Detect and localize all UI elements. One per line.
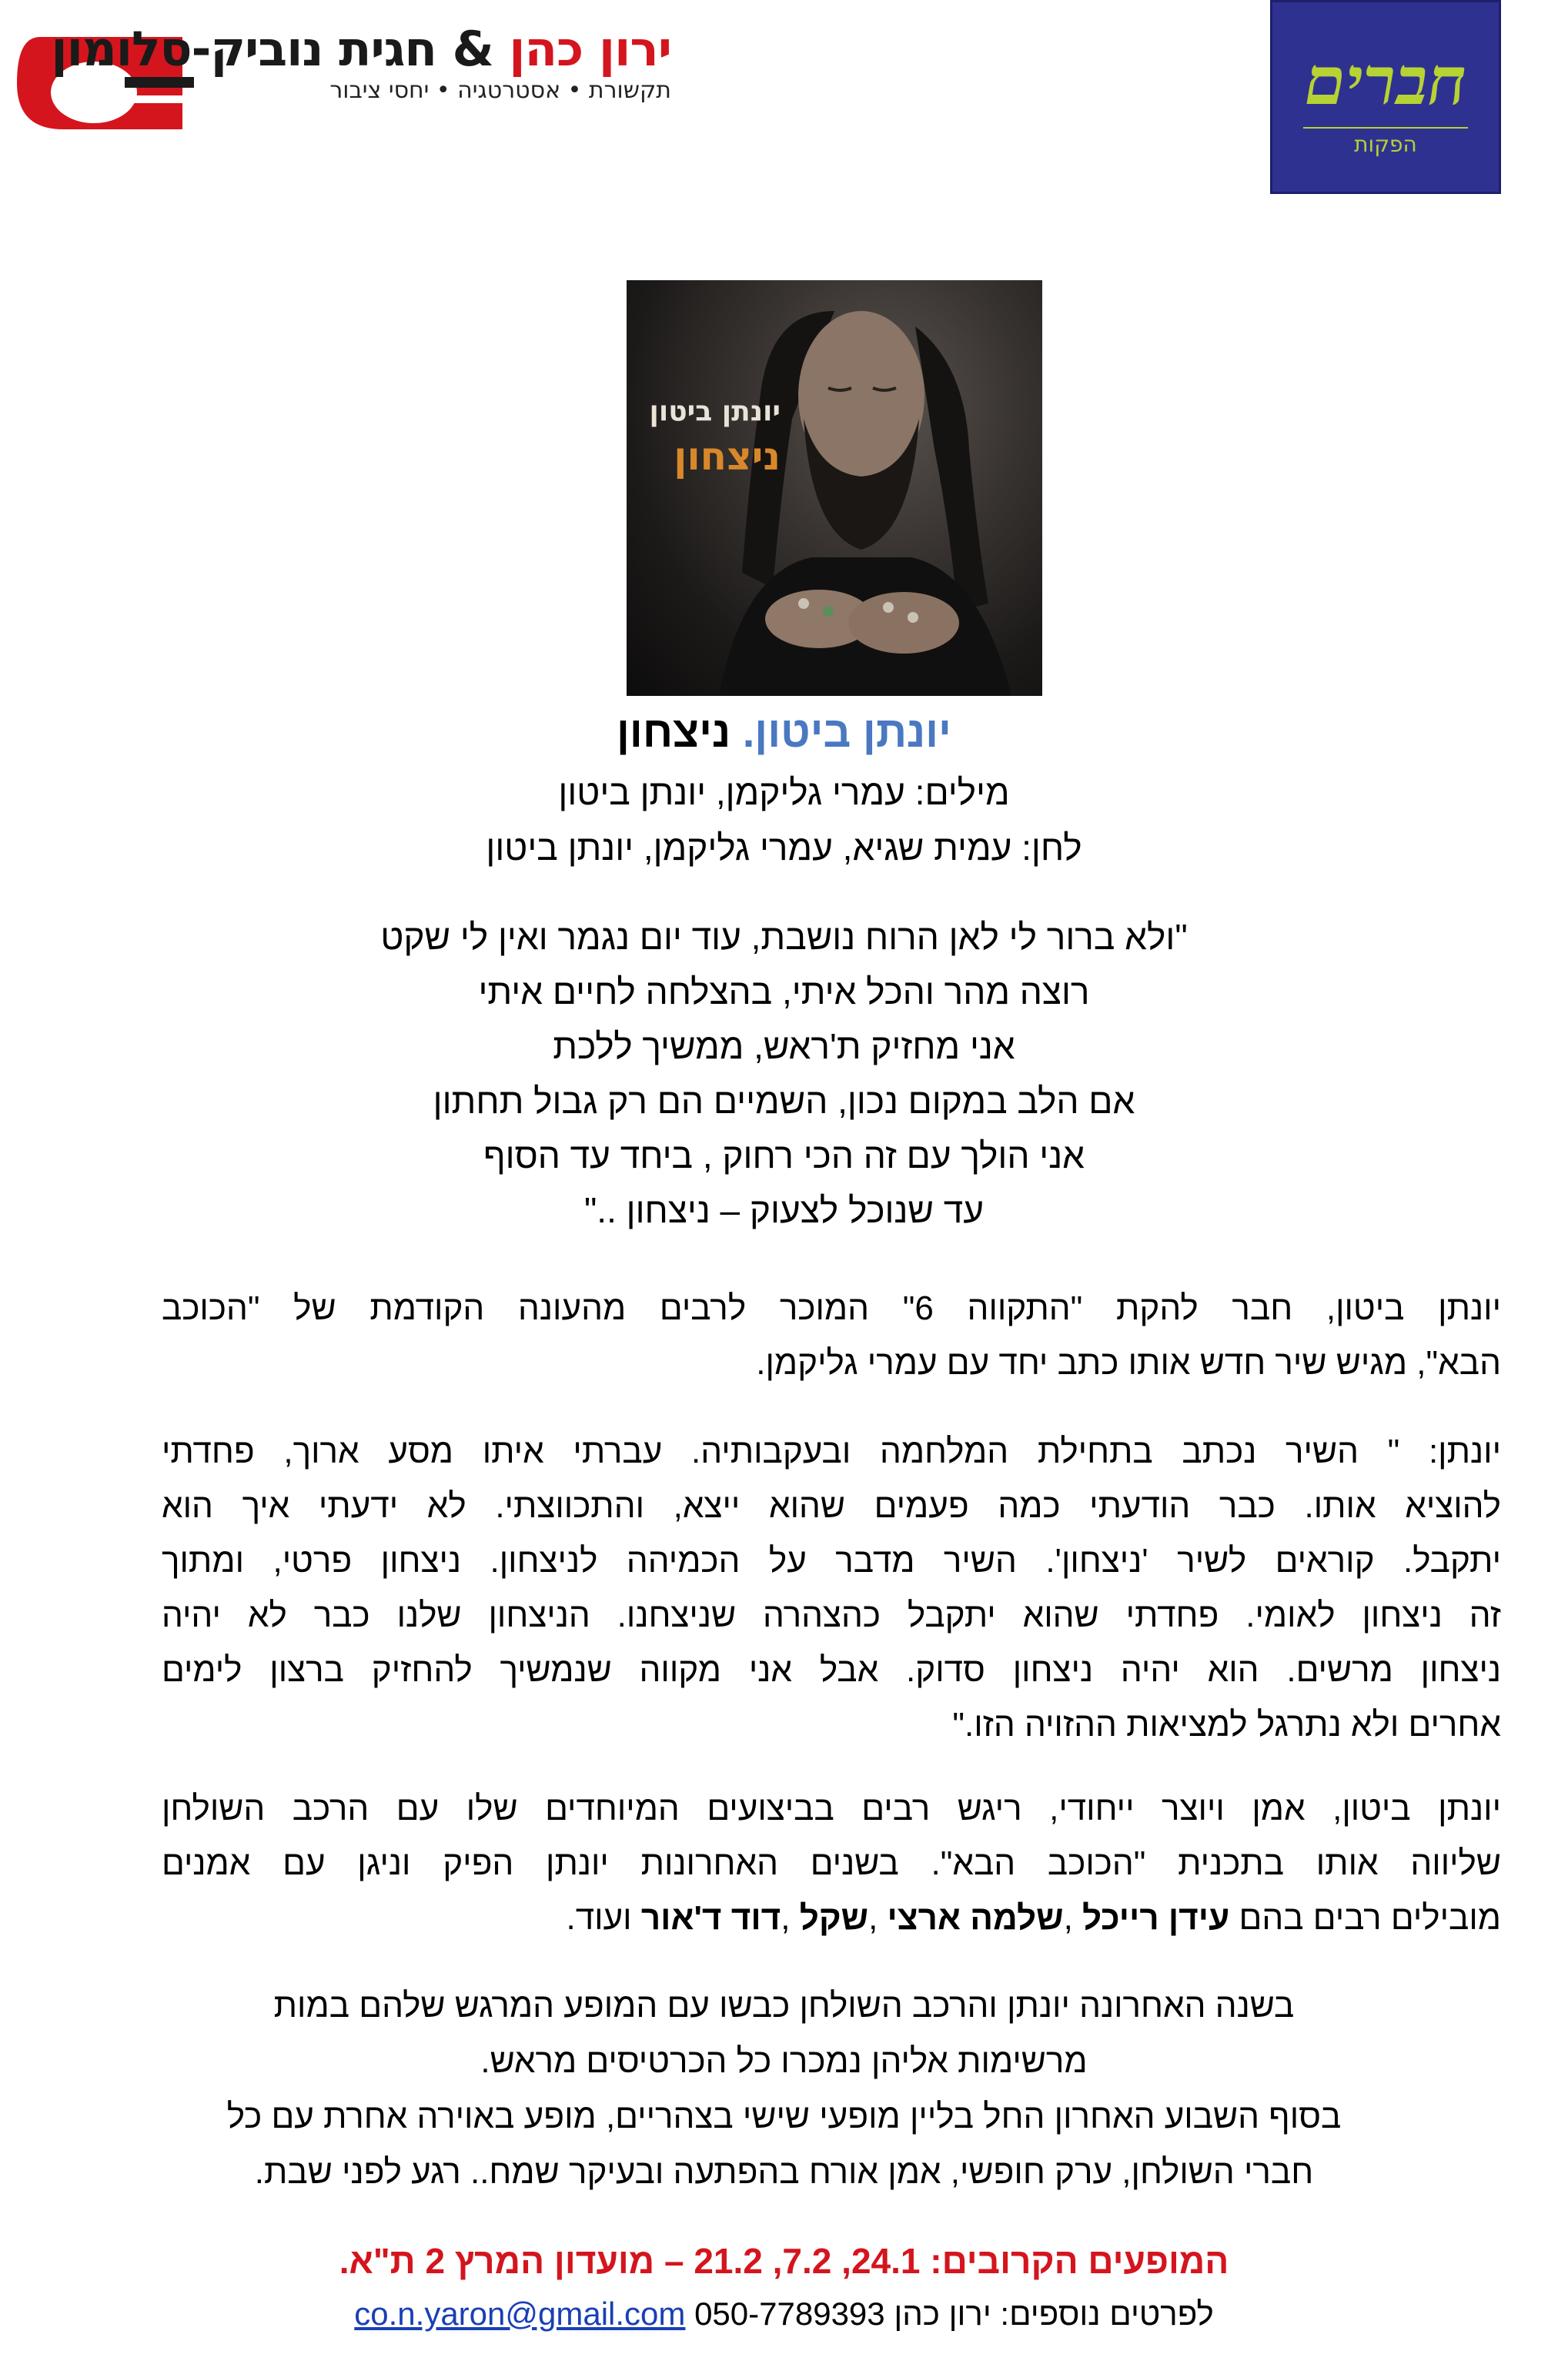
production-logo-sub: הפקות <box>1354 132 1417 157</box>
album-cover-portrait-icon <box>627 280 1042 696</box>
bio-paragraph <box>162 1781 1501 1945</box>
contact-label: לפרטים נוספים: ירון כהן 050-7789393 <box>685 2296 1214 2332</box>
paragraph-line: מרשימות אליהן נמכרו כל הכרטיסים מראש. <box>480 2042 1088 2080</box>
agency-tagline: תקשורת • אסטרטגיה • יחסי ציבור <box>329 77 671 105</box>
paragraph-line: זה ניצחון לאומי. פחדתי שהוא יתקבל כהצהרה שניצחנו. הניצחון שלנו כבר לא יהיה <box>162 1597 1501 1634</box>
separator: , <box>1063 1899 1083 1937</box>
lyric-line: רוצה מהר והכל איתי, בהצלחה לחיים איתי <box>478 971 1090 1012</box>
recent-paragraph <box>0 1978 1568 2200</box>
paragraph-line <box>162 1891 1501 1945</box>
album-cover-image <box>627 280 1042 696</box>
paragraph-line: בסוף השבוע האחרון החל בליין מופעי שישי בצהריים, מופע באוירה אחרת עם כל <box>226 2098 1342 2135</box>
pr-agency-logo <box>9 23 671 154</box>
contact-email-link[interactable]: co.n.yaron@gmail.com <box>354 2296 686 2332</box>
lyric-line: אני הולך עם זה הכי רחוק , ביחד עד הסוף <box>483 1135 1085 1175</box>
agency-name-part2: ירון כהן <box>509 21 671 77</box>
paragraph-line: להוציא אותו. כבר הודעתי כמה פעמים שהוא ייצא, והתכווצתי. לא ידעתי איך הוא <box>162 1487 1501 1525</box>
lyric-line: אם הלב במקום נכון, השמיים הם רק גבול תחתון <box>433 1081 1135 1121</box>
lyrics-credit: מילים: עמרי גליקמן, יונתן ביטון <box>558 772 1010 812</box>
collaborator-name: שלמה ארצי <box>887 1899 1064 1937</box>
paragraph-line: אחרים ולא נתרגל למציאות ההזויה הזו." <box>952 1706 1501 1744</box>
paragraph-line: יונתן ביטון, חבר להקת "התקווה 6" המוכר לרבים מהעונה הקודמת של "הכוכב <box>162 1289 1501 1327</box>
separator: , <box>781 1899 800 1937</box>
song-title: ניצחון <box>617 707 731 756</box>
upcoming-shows: המופעים הקרובים: 24.1, 7.2, 21.2 – מועדון המרץ 2 ת"א. <box>339 2241 1229 2281</box>
production-logo-name: חברים <box>1304 42 1467 120</box>
collaborator-name: דוד ד'אור <box>640 1899 781 1937</box>
music-credit: לחן: עמית שגיא, עמרי גליקמן, יונתן ביטון <box>486 828 1082 868</box>
paragraph-line: ניצחון מרשים. הוא יהיה ניצחון סדוק. אבל אני מקווה שנמשיך להחזיק ברצון לימים <box>162 1651 1501 1689</box>
paragraph-line: יונתן: " השיר נכתב בתחילת המלחמה ובעקבותיה. עברתי איתו מסע ארוך, פחדתי <box>162 1433 1501 1470</box>
paragraph-line: שליווה אותו בתכנית "הכוכב הבא". בשנים האחרונות יונתן הפיק וניגן עם אמנים <box>162 1844 1501 1882</box>
agency-name-amp: & <box>452 21 493 77</box>
lyric-line: "ולא ברור לי לאן הרוח נושבת, עוד יום נגמר ואין לי שקט <box>380 917 1188 957</box>
paragraph-line: חברי השולחן, ערק חופשי, אמן אורח בהפתעה ובעיקר שמח.. רגע לפני שבת. <box>254 2153 1314 2191</box>
lyric-line: אני מחזיק ת'ראש, ממשיך ללכת <box>553 1026 1015 1066</box>
intro-paragraph <box>162 1281 1501 1390</box>
agency-name-part1: חגית נוביק-סלומון <box>51 21 436 77</box>
bio-line3-suffix: ועוד. <box>566 1899 641 1937</box>
quote-paragraph <box>162 1424 1501 1752</box>
collaborator-name: שקל <box>799 1899 869 1937</box>
production-logo-divider <box>1303 127 1468 129</box>
lyric-line: עד שנוכל לצעוק – ניצחון .." <box>583 1190 985 1230</box>
production-company-logo <box>1270 0 1501 194</box>
paragraph-line: הבא", מגיש שיר חדש אותו כתב יחד עם עמרי גליקמן. <box>756 1344 1501 1382</box>
agency-name <box>51 21 671 77</box>
song-artist: יונתן ביטון. <box>742 707 951 756</box>
paragraph-line: בשנה האחרונה יונתן והרכב השולחן כבשו עם המופע המרגש שלהם במות <box>273 1987 1295 2025</box>
contact-line <box>0 2296 1568 2333</box>
separator: , <box>868 1899 888 1937</box>
cover-song-title: ניצחון <box>674 434 781 479</box>
bio-line3-prefix: מובילים רבים בהם <box>1229 1899 1501 1937</box>
song-heading <box>0 707 1568 757</box>
paragraph-line: יונתן ביטון, אמן ויוצר ייחודי, ריגש רבים בביצועים המיוחדים שלו עם הרכב השולחן <box>162 1790 1501 1828</box>
paragraph-line: יתקבל. קוראים לשיר 'ניצחון'. השיר מדבר על הכמיהה לניצחון. ניצחון פרטי, ומתוך <box>162 1542 1501 1580</box>
lyrics-excerpt <box>0 910 1568 1238</box>
cover-artist-name: יונתן ביטון <box>649 396 781 427</box>
collaborator-name: עידן רייכל <box>1082 1899 1230 1937</box>
